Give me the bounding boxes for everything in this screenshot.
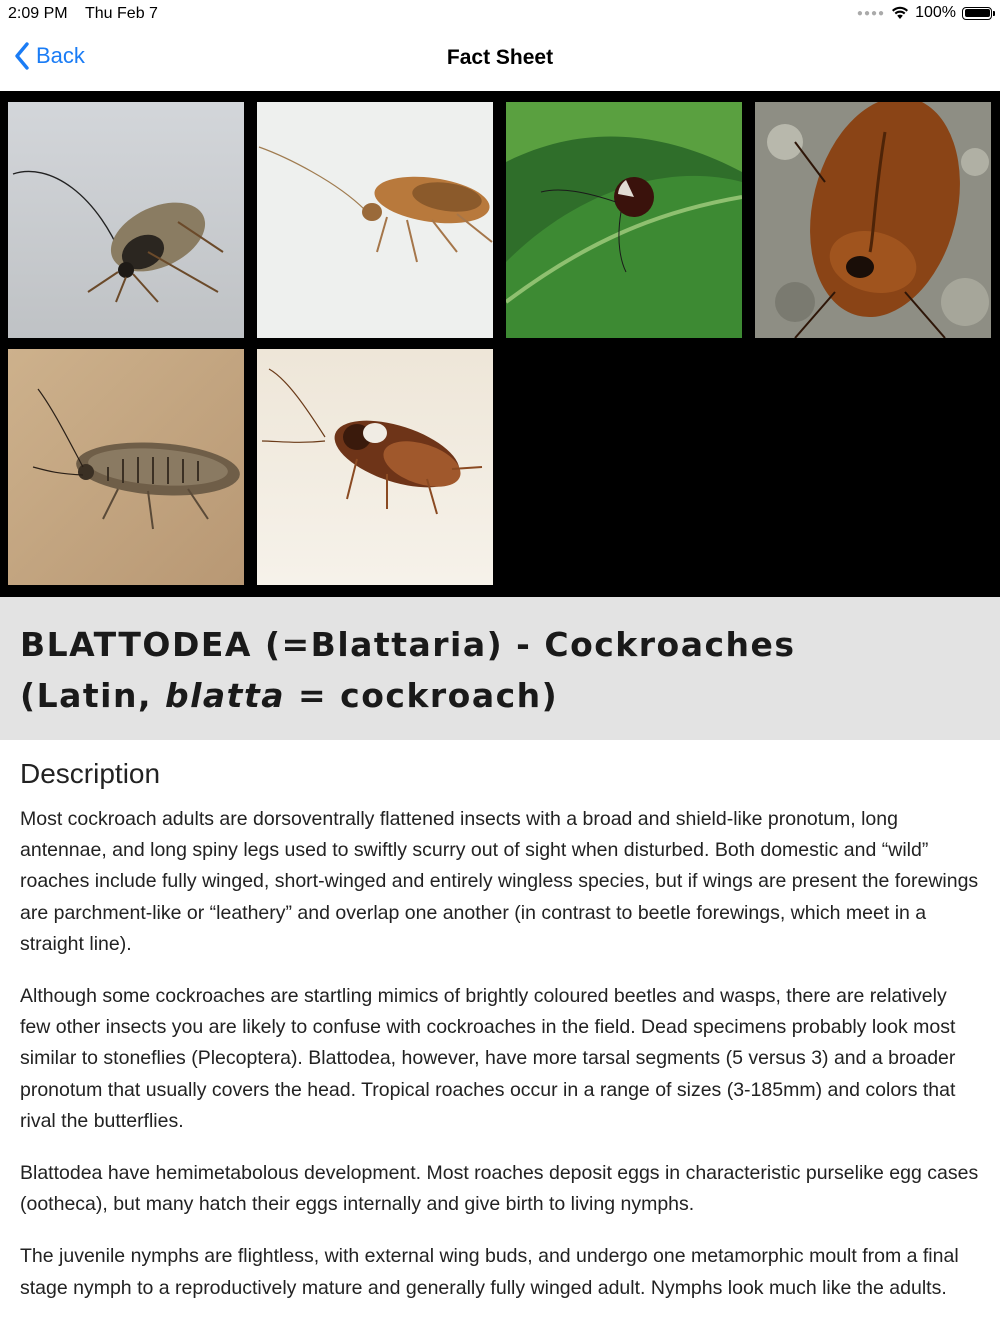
- description-paragraph-1: Most cockroach adults are dorsoventrally flattened insects with a broad and shield-like pronotum, long antennae, and long spiny legs used to swiftly scurry out of sight when disturbed. Both domestic and “wild” roaches include fully winged, short-winged and entirely wingless species, but if wings are present the forewings are parchment-like or “leathery” and overlap one another (in contrast to beetle forewings, which meet in a straight line).: [20, 808, 979, 955]
- battery-percent: 100%: [915, 4, 956, 21]
- status-bar: [0, 0, 1000, 28]
- cockroach-photo-1[interactable]: [8, 102, 244, 338]
- page-title: Fact Sheet: [446, 46, 554, 69]
- wifi-icon: [891, 6, 909, 20]
- description-paragraph-3: Blattodea have hemimetabolous development. Most roaches deposit eggs in characteristic purselike egg cases (ootheca), but many hatch their eggs internally and give birth to living nymphs.: [20, 1162, 979, 1216]
- latin-origin-prefix: (Latin,: [20, 676, 165, 715]
- battery-icon: [962, 7, 992, 20]
- cockroach-photo-3[interactable]: [506, 102, 742, 338]
- cockroach-photo-5[interactable]: [8, 349, 244, 585]
- cellular-dots-icon: ●●●●: [856, 7, 886, 19]
- description-section: [20, 758, 980, 1325]
- description-paragraph-2: Although some cockroaches are startling mimics of brightly coloured beetles and wasps, there are relatively few other insects you are likely to confuse with cockroaches in the field. Dead specimens probably look most similar to stoneflies (Plecoptera). Blattodea, however, have more tarsal segments (5 versus 3) and a broader pronotum that usually covers the head. Tropical roaches occur in a range of sizes (3-185mm) and colors that rival the butterflies.: [20, 985, 956, 1132]
- status-time: 2:09 PM: [8, 5, 68, 22]
- latin-origin-word: blatta: [164, 676, 286, 715]
- status-indicators: [857, 4, 992, 22]
- description-paragraph-4: The juvenile nymphs are flightless, with external wing buds, and undergo one metamorphic moult from a final stage nymph to a reproductively mature and generally fully winged adult. Nymphs look much like the adults.: [20, 1245, 959, 1299]
- status-date: Thu Feb 7: [85, 5, 158, 22]
- section-heading: Description: [20, 758, 161, 789]
- photo-gallery: [0, 91, 1000, 597]
- order-header: [0, 597, 1000, 740]
- latin-origin-suffix: = cockroach): [285, 676, 559, 715]
- cockroach-photo-4[interactable]: [755, 102, 991, 338]
- back-label: Back: [36, 43, 85, 68]
- order-title: BLATTODEA (=Blattaria) - Cockroaches: [20, 625, 796, 664]
- navigation-bar: [0, 28, 1000, 91]
- cockroach-photo-2[interactable]: [257, 102, 493, 338]
- latin-origin: [20, 676, 558, 715]
- cockroach-photo-6[interactable]: [257, 349, 493, 585]
